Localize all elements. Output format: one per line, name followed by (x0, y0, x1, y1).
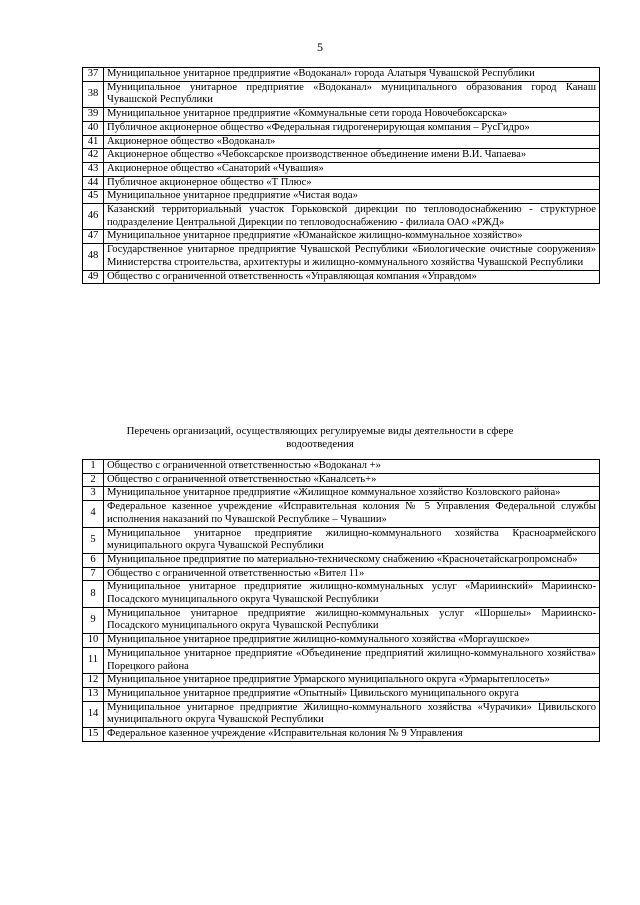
row-number: 9 (83, 607, 104, 633)
organization-name: Муниципальное унитарное предприятие «Юманайское жилищно-коммунальное хозяйство» (104, 230, 600, 244)
organization-name: Общество с ограниченной ответственностью «Каналсеть+» (104, 473, 600, 487)
organization-name: Государственное унитарное предприятие Чувашской Республики «Биологические очистные сооружения» Министерства строительства, архитектуры и жилищно-коммунального хозяйства Чувашской Республики (104, 244, 600, 270)
table-row (83, 581, 600, 607)
organization-name: Муниципальное унитарное предприятие «Жилищное коммунальное хозяйство Козловского района» (104, 487, 600, 501)
row-number: 8 (83, 581, 104, 607)
organization-name: Муниципальное унитарное предприятие «Водоканал» муниципального образования город Канаш Чувашской Республики (104, 81, 600, 107)
table-row (83, 460, 600, 474)
table-row (83, 567, 600, 581)
organization-name: Общество с ограниченной ответственностью «Вител 11» (104, 567, 600, 581)
table-row (83, 204, 600, 230)
table-row (83, 527, 600, 553)
organization-name: Общество с ограниченной ответственностью «Водоканал +» (104, 460, 600, 474)
organization-name: Публичное акционерное общество «Федеральная гидрогенерирующая компания – РусГидро» (104, 121, 600, 135)
organization-name: Муниципальное унитарное предприятие жилищно-коммунального хозяйства Красноармейского муниципального округа Чувашской Республики (104, 527, 600, 553)
organization-name: Муниципальное предприятие по материально-техническому снабжению «Красночетайскагропромснаб» (104, 553, 600, 567)
table-row (83, 135, 600, 149)
organization-name: Акционерное общество «Водоканал» (104, 135, 600, 149)
table-row (83, 553, 600, 567)
row-number: 7 (83, 567, 104, 581)
row-number: 10 (83, 634, 104, 648)
table-row (83, 81, 600, 107)
organization-name: Муниципальное унитарное предприятие «Коммунальные сети города Новочебоксарска» (104, 108, 600, 122)
row-number: 41 (83, 135, 104, 149)
table-row (83, 176, 600, 190)
table-row (83, 487, 600, 501)
organization-name: Публичное акционерное общество «Т Плюс» (104, 176, 600, 190)
organization-name: Общество с ограниченной ответственность «Управляющая компания «Управдом» (104, 270, 600, 284)
table-row (83, 607, 600, 633)
row-number: 40 (83, 121, 104, 135)
organization-name: Акционерное общество «Чебоксарское производственное объединение имени В.И. Чапаева» (104, 149, 600, 163)
table-row (83, 501, 600, 527)
row-number: 39 (83, 108, 104, 122)
table-row (83, 121, 600, 135)
page-number: 5 (317, 40, 323, 54)
table-row (83, 473, 600, 487)
table-row (83, 634, 600, 648)
row-number: 15 (83, 728, 104, 742)
organizations-table-heat-supply (82, 67, 600, 284)
organization-name: Муниципальное унитарное предприятие «Опытный» Цивильского муниципального округа (104, 687, 600, 701)
table-row (83, 190, 600, 204)
row-number: 1 (83, 460, 104, 474)
row-number: 37 (83, 68, 104, 82)
row-number: 4 (83, 501, 104, 527)
row-number: 45 (83, 190, 104, 204)
organization-name: Муниципальное унитарное предприятие жилищно-коммунальных услуг «Мариинский» Мариинско-Посадского муниципального округа Чувашской Республики (104, 581, 600, 607)
table-row (83, 108, 600, 122)
row-number: 38 (83, 81, 104, 107)
row-number: 14 (83, 701, 104, 727)
organization-name: Муниципальное унитарное предприятие «Чистая вода» (104, 190, 600, 204)
table-row (83, 728, 600, 742)
organization-name: Федеральное казенное учреждение «Исправительная колония № 5 Управления Федеральной службы исполнения наказаний по Чувашской Республике – Чувашии» (104, 501, 600, 527)
row-number: 2 (83, 473, 104, 487)
organization-name: Акционерное общество «Санаторий «Чувашия» (104, 162, 600, 176)
row-number: 48 (83, 244, 104, 270)
section-heading-wastewater: Перечень организаций, осуществляющих регулируемые виды деятельности в сфере водоотведения (126, 425, 514, 450)
table-row (83, 674, 600, 688)
table-row (83, 244, 600, 270)
row-number: 42 (83, 149, 104, 163)
organization-name: Казанский территориальный участок Горьковской дирекции по тепловодоснабжению - структурное подразделение Центральной Дирекции по тепловодоснабжению - филиала ОАО «РЖД» (104, 204, 600, 230)
organization-name: Муниципальное унитарное предприятие «Водоканал» города Алатыря Чувашской Республики (104, 68, 600, 82)
row-number: 12 (83, 674, 104, 688)
table-row (83, 230, 600, 244)
table-row (83, 149, 600, 163)
organization-name: Федеральное казенное учреждение «Исправительная колония № 9 Управления (104, 728, 600, 742)
organization-name: Муниципальное унитарное предприятие жилищно-коммунального хозяйства «Моргаушское» (104, 634, 600, 648)
row-number: 46 (83, 204, 104, 230)
row-number: 44 (83, 176, 104, 190)
row-number: 13 (83, 687, 104, 701)
table-row (83, 270, 600, 284)
row-number: 49 (83, 270, 104, 284)
row-number: 6 (83, 553, 104, 567)
row-number: 43 (83, 162, 104, 176)
row-number: 11 (83, 647, 104, 673)
table-row (83, 647, 600, 673)
organization-name: Муниципальное унитарное предприятие жилищно-коммунальных услуг «Шоршелы» Мариинско-Посадского муниципального округа Чувашской Республики (104, 607, 600, 633)
organization-name: Муниципальное унитарное предприятие «Объединение предприятий жилищно-коммунального хозяйства» Порецкого района (104, 647, 600, 673)
organization-name: Муниципальное унитарное предприятие Жилищно-коммунального хозяйства «Чурачики» Цивильского муниципального округа Чувашской Республики (104, 701, 600, 727)
row-number: 3 (83, 487, 104, 501)
table-row (83, 687, 600, 701)
row-number: 47 (83, 230, 104, 244)
table-row (83, 68, 600, 82)
organizations-table-wastewater (82, 459, 600, 742)
table-row (83, 701, 600, 727)
row-number: 5 (83, 527, 104, 553)
table-row (83, 162, 600, 176)
organization-name: Муниципальное унитарное предприятие Урмарского муниципального округа «Урмарытеплосеть» (104, 674, 600, 688)
